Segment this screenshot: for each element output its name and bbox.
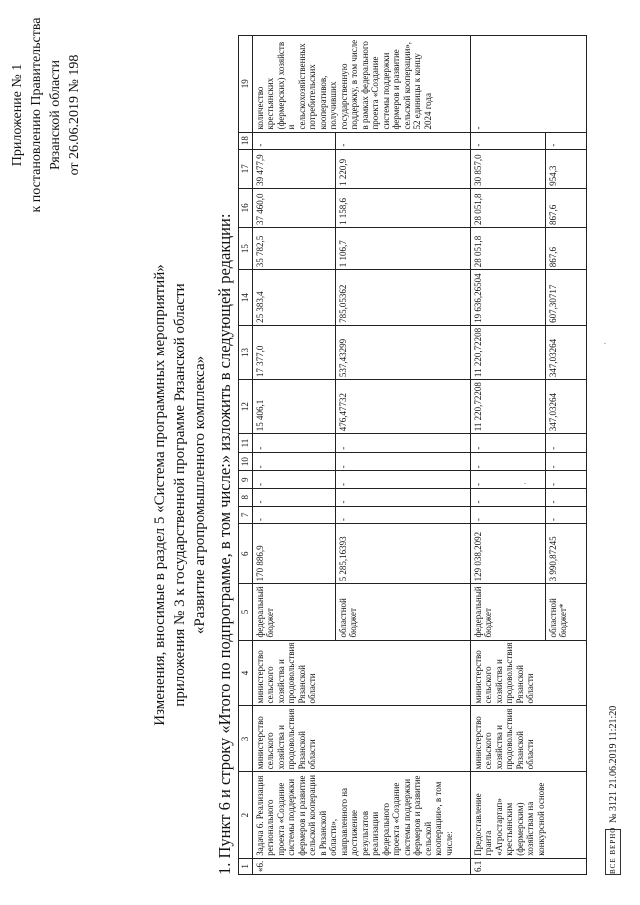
heading-line: Изменения, вносимые в раздел 5 «Система программных мероприятий» xyxy=(152,264,168,726)
document-footer xyxy=(605,706,621,875)
table-cell: - xyxy=(252,506,335,524)
verification-stamp: ВСЕ ВЕРНО xyxy=(605,829,621,875)
table-cell: 19 636,26504 xyxy=(470,270,545,326)
column-header: 14 xyxy=(239,270,253,326)
table-cell: 11 220,72208 xyxy=(470,325,545,379)
funding-source: областной бюджет* xyxy=(545,584,586,640)
table-cell: 1 106,7 xyxy=(335,228,470,270)
expected-result: количество крестьянских (фермерских) хозяйств и сельскохозяйственных потребительских кооперативов, получивших государственную поддержку, в том числе в рамках федерального проекта «Создание системы поддержки фермеров и развитие сельской кооперации», 52 единицы к концу 2024 года xyxy=(252,36,470,133)
row-number: 6.1 xyxy=(470,858,586,874)
program-table xyxy=(238,35,587,875)
column-header: 3 xyxy=(239,706,253,772)
table-row xyxy=(470,36,545,875)
table-cell: - xyxy=(545,452,586,471)
executor: министерство сельского хозяйства и продовольствия Рязанской области xyxy=(252,640,470,706)
table-cell: 867,6 xyxy=(545,188,586,227)
funding-source: областной бюджет xyxy=(335,584,470,640)
table-cell: 1 158,6 xyxy=(335,188,470,227)
table-cell: - xyxy=(335,506,470,524)
column-header: 1 xyxy=(239,858,253,874)
scan-speck-icon: · xyxy=(520,482,530,485)
table-cell: 28 051,8 xyxy=(470,188,545,227)
table-cell: - xyxy=(335,434,470,453)
column-header: 10 xyxy=(239,452,253,471)
table-cell: - xyxy=(335,132,470,149)
table-cell: 1 220,9 xyxy=(335,149,470,188)
table-cell: - xyxy=(470,434,545,453)
column-header: 15 xyxy=(239,228,253,270)
table-cell: - xyxy=(545,488,586,506)
table-cell: - xyxy=(470,488,545,506)
table-cell: - xyxy=(545,434,586,453)
table-cell: 35 782,5 xyxy=(252,228,335,270)
column-header: 18 xyxy=(239,132,253,149)
table-cell: 37 460,0 xyxy=(252,188,335,227)
table-cell: 25 383,4 xyxy=(252,270,335,326)
table-cell: - xyxy=(335,488,470,506)
heading-line: «Развитие агропромышленного комплекса» xyxy=(192,355,208,635)
row-number: «6. xyxy=(252,858,470,874)
table-cell: 170 886,9 xyxy=(252,524,335,584)
table-cell: 785,05362 xyxy=(335,270,470,326)
appendix-block xyxy=(8,15,84,215)
appendix-line: Приложение № 1 xyxy=(10,63,25,167)
column-header: 7 xyxy=(239,506,253,524)
executor: министерство сельского хозяйства и продовольствия Рязанской области xyxy=(470,640,586,706)
table-cell: 39 477,9 xyxy=(252,149,335,188)
table-cell: 347,03264 xyxy=(545,325,586,379)
column-header: 4 xyxy=(239,640,253,706)
funding-source: федеральный бюджет xyxy=(470,584,545,640)
table-cell: - xyxy=(470,452,545,471)
heading-line: приложения № 3 к государственной программе Рязанской области xyxy=(172,283,188,707)
column-header: 19 xyxy=(239,36,253,133)
table-cell: - xyxy=(252,452,335,471)
column-header: 9 xyxy=(239,471,253,489)
table-cell: - xyxy=(470,471,545,489)
table-cell: 954,3 xyxy=(545,149,586,188)
table-cell: 867,6 xyxy=(545,228,586,270)
item-instruction: 1. Пункт 6 и строку «Итого по подпрограмме, в том числе:» изложить в следующей редакции: xyxy=(215,213,234,875)
appendix-line: к постановлению Правительства xyxy=(29,17,44,213)
document-stamp: № 3121 21.06.2019 11:21:20 xyxy=(607,705,619,823)
expected-result: - xyxy=(470,36,586,133)
table-cell: 30 857,0 xyxy=(470,149,545,188)
table-cell: 17 377,0 xyxy=(252,325,335,379)
column-header: 16 xyxy=(239,188,253,227)
table-cell: - xyxy=(545,506,586,524)
table-cell: - xyxy=(335,471,470,489)
executor: министерство сельского хозяйства и продовольствия Рязанской области xyxy=(252,706,470,772)
column-header: 6 xyxy=(239,524,253,584)
table-cell: - xyxy=(545,132,586,149)
table-row xyxy=(252,36,335,875)
column-header: 8 xyxy=(239,488,253,506)
table-cell: - xyxy=(252,471,335,489)
table-cell: 607,30717 xyxy=(545,270,586,326)
column-header: 5 xyxy=(239,584,253,640)
column-header: 12 xyxy=(239,380,253,434)
table-cell: 28 051,8 xyxy=(470,228,545,270)
table-cell: 476,47732 xyxy=(335,380,470,434)
table-cell: - xyxy=(335,452,470,471)
table-cell: 11 220,72208 xyxy=(470,380,545,434)
document-heading xyxy=(150,235,210,755)
column-header: 2 xyxy=(239,772,253,858)
table-cell: 15 406,1 xyxy=(252,380,335,434)
executor: министерство сельского хозяйства и продовольствия Рязанской области xyxy=(470,706,586,772)
table-cell: 3 990,87245 xyxy=(545,524,586,584)
table-cell: 5 285,16393 xyxy=(335,524,470,584)
table-cell: 129 038,2092 xyxy=(470,524,545,584)
table-cell: - xyxy=(470,132,545,149)
header-row xyxy=(239,36,253,875)
table-cell: - xyxy=(545,471,586,489)
funding-source: федеральный бюджет xyxy=(252,584,335,640)
appendix-line: от 26.06.2019 № 198 xyxy=(67,54,82,176)
table-cell: - xyxy=(470,506,545,524)
table-cell: - xyxy=(252,434,335,453)
column-header: 17 xyxy=(239,149,253,188)
column-header: 13 xyxy=(239,325,253,379)
task-name: Предоставление гранта «Агростартап» крестьянским (фермерским) хозяйствам на конкурсной основе xyxy=(470,772,586,858)
table-cell: 537,43299 xyxy=(335,325,470,379)
table-cell: - xyxy=(252,132,335,149)
table-cell: - xyxy=(252,488,335,506)
task-name: Задача 6. Реализация регионального проекта «Создание системы поддержки фермеров и развитие сельской кооперации в Рязанской области», направленного на достижение результатов реализации федерального проекта «Создание системы поддержки фермеров и развитие сельской кооперации», в том числе: xyxy=(252,772,470,858)
column-header: 11 xyxy=(239,434,253,453)
table-cell: 347,03264 xyxy=(545,380,586,434)
scan-speck-icon: · xyxy=(600,342,610,345)
appendix-line: Рязанской области xyxy=(48,59,63,171)
